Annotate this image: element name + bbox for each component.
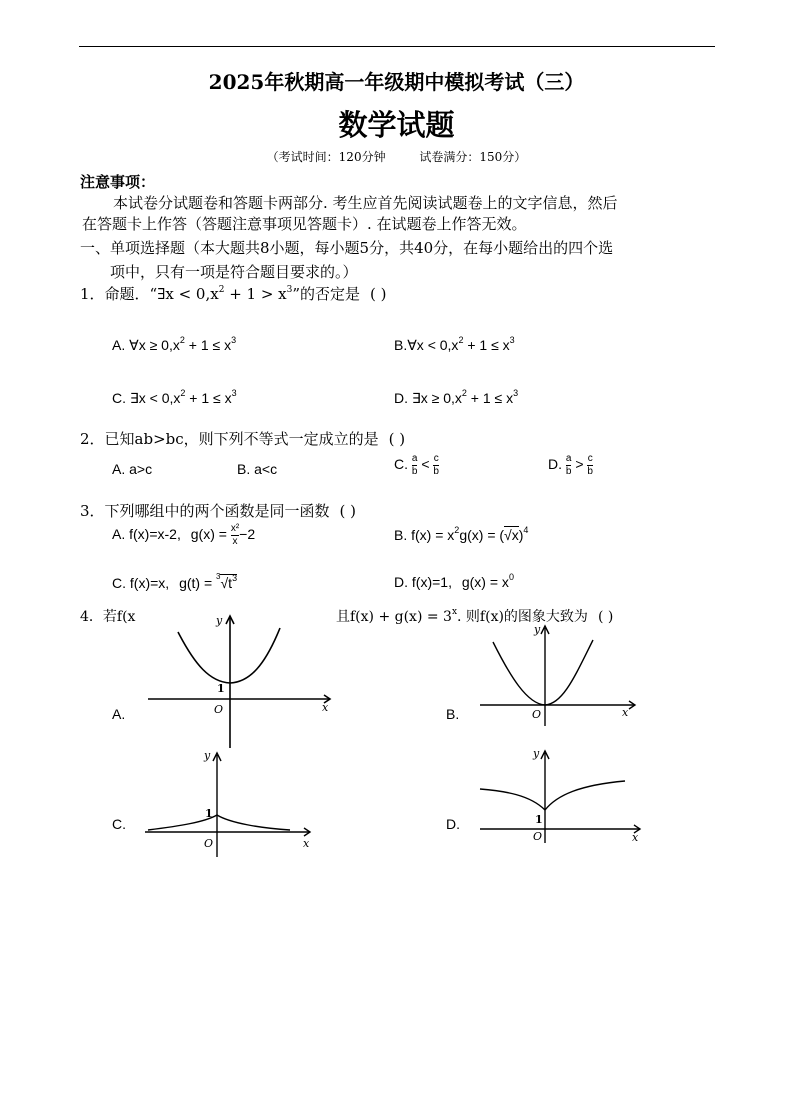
q4-option-a-label[interactable]: A. — [112, 706, 126, 722]
q4-c-x-label: x — [303, 837, 310, 850]
q4-graph-c[interactable] — [140, 745, 320, 860]
q3-option-a[interactable]: A. f(x)=x-2, g(x) = $\frac{\text{x²}}{x}$ −2 — [112, 523, 256, 547]
notes-line-2: 在答题卡上作答（答题注意事项见答题卡）. 在试题卷上作答无效。 — [82, 215, 527, 233]
question-2-stem: 2．已知ab>bc，则下列不等式一定成立的是 ( ) — [80, 430, 406, 448]
q4-b-origin: O — [532, 708, 542, 721]
q3-option-c[interactable]: C. f(x)=x, $g(t) = ^3√t^3$ — [112, 572, 238, 591]
q4-a-x-label: x — [322, 701, 329, 714]
question-4-stem-a: 4．若f(x — [80, 609, 136, 625]
q1-option-d[interactable]: D. ∃x ≥ $0,x^2 + 1 \le x^3$ — [394, 388, 519, 406]
q4-option-c-label[interactable]: C. — [112, 816, 126, 832]
q4-b-x-label: x — [622, 706, 629, 719]
q1-option-c[interactable]: C. ∃x < $0,x^2 + 1 \le x^3$ — [112, 388, 237, 406]
exam-score: 试卷满分：150分） — [419, 150, 527, 164]
q4-b-y-label: y — [534, 623, 541, 636]
q4-d-y-label: y — [533, 747, 540, 760]
q4-c-y-label: y — [204, 749, 211, 762]
q4-d-origin: O — [533, 830, 543, 843]
question-4-stem-b: 且$f(x) + g(x) = 3^x$. 则f(x)的图象大致为 ( ) — [336, 607, 614, 625]
q4-option-b-label[interactable]: B. — [446, 706, 460, 722]
exam-info — [0, 148, 793, 165]
q4-graph-d[interactable] — [475, 743, 650, 848]
q2-option-a[interactable]: A. a>c — [112, 461, 153, 477]
q4-d-one: 1 — [535, 813, 543, 826]
q4-graph-b[interactable] — [475, 618, 645, 728]
q2-option-c[interactable]: C. $\frac{a}{b}$ < $\frac{c}{b}$ — [394, 453, 439, 477]
subject-title: 数学试题 — [338, 108, 455, 142]
q4-d-x-label: x — [632, 831, 639, 844]
question-3-stem: 3．下列哪组中的两个函数是同一函数 ( ) — [80, 502, 357, 520]
q4-option-d-label[interactable]: D. — [446, 816, 460, 832]
notes-line-1: 本试卷分试题卷和答题卡两部分. 考生应首先阅读试题卷上的文字信息，然后 — [113, 194, 618, 212]
top-rule — [79, 46, 715, 47]
section-1-line-1: 一、单项选择题（本大题共8小题，每小题5分，共40分，在每小题给出的四个选 — [80, 239, 614, 257]
q4-a-y-label: y — [216, 614, 223, 627]
exam-time: （考试时间：120分钟 — [266, 150, 386, 164]
q4-c-origin: O — [204, 837, 214, 850]
q1-option-b[interactable]: B.∀x < $0,x^2 + 1 \le x^3$ — [394, 335, 515, 353]
q2-option-d[interactable]: D. $\frac{a}{b}$ > $\frac{c}{b}$ — [548, 453, 593, 477]
q3-option-d[interactable]: D. f(x)=1, $g(x) = x^0$ — [394, 572, 514, 590]
q3-option-b[interactable]: B. $f(x) = x^2g(x) = (√x)^4$ — [394, 525, 529, 543]
q1-option-a[interactable]: A. ∀x ≥ $0,x^2 + 1 \le x^3$ — [112, 335, 237, 353]
q4-a-origin: O — [214, 703, 224, 716]
exam-title: 2025年秋期高一年级期中模拟考试（三） — [208, 70, 585, 94]
q2-option-b[interactable]: B. a<c — [237, 461, 278, 477]
q4-a-one: 1 — [217, 682, 225, 695]
q4-c-one: 1 — [205, 807, 213, 820]
section-1-line-2: 项中，只有一项是符合题目要求的。） — [110, 263, 358, 281]
notes-heading: 注意事项： — [80, 173, 156, 191]
q4-graph-a[interactable] — [140, 610, 340, 750]
question-1-stem: 1．命题．“∃x < $0,x^2 + 1 > x^3$”的否定是 ( ) — [80, 285, 387, 303]
